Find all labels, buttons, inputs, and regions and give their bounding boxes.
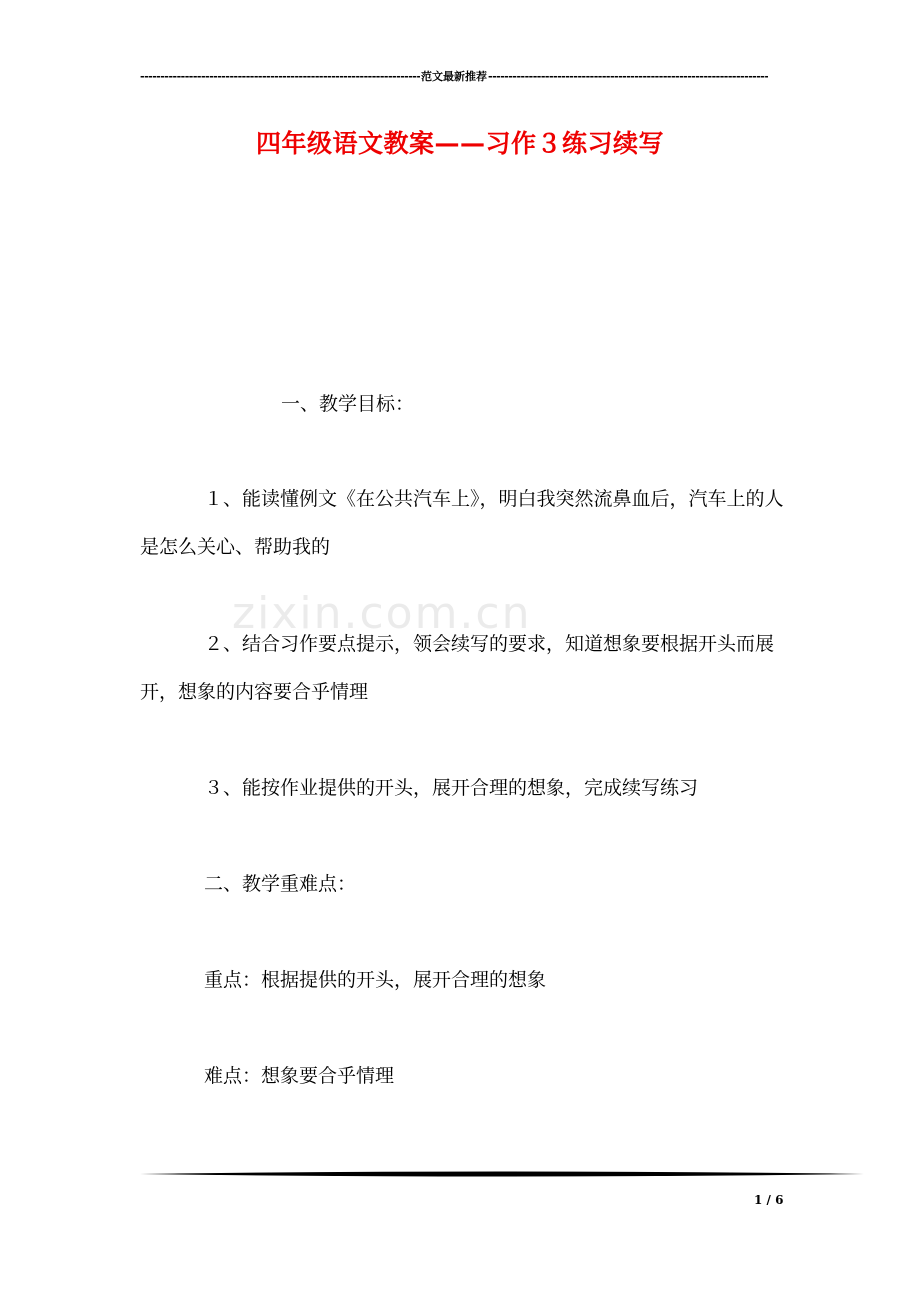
watermark: zixin.com.cn [232, 588, 532, 639]
objective-2: ２、结合习作要点提示，领会续写的要求，知道想象要根据开头而展开，想象的内容要合乎情理 [140, 633, 775, 703]
header-text: 范文最新推荐 [421, 70, 487, 83]
footer-rule [140, 1170, 864, 1178]
header-dash-left [140, 70, 420, 83]
section-heading-key-points: 二、教学重难点： [204, 873, 357, 895]
page-number: 1 / 6 [754, 1193, 784, 1207]
page-header [140, 68, 768, 84]
objective-3: ３、能按作业提供的开头，展开合理的想象，完成续写练习 [204, 777, 699, 799]
key-point: 重点：根据提供的开头，展开合理的想象 [204, 969, 547, 991]
difficult-point: 难点：想象要合乎情理 [204, 1065, 395, 1087]
section-heading-objectives: 一、教学目标： [281, 393, 415, 415]
document-title: 四年级语文教案——习作３练习续写 [255, 129, 664, 158]
header-dash-right [488, 70, 768, 83]
objective-1: １、能读懂例文《在公共汽车上》，明白我突然流鼻血后，汽车上的人是怎么关心、帮助我的 [140, 488, 784, 558]
